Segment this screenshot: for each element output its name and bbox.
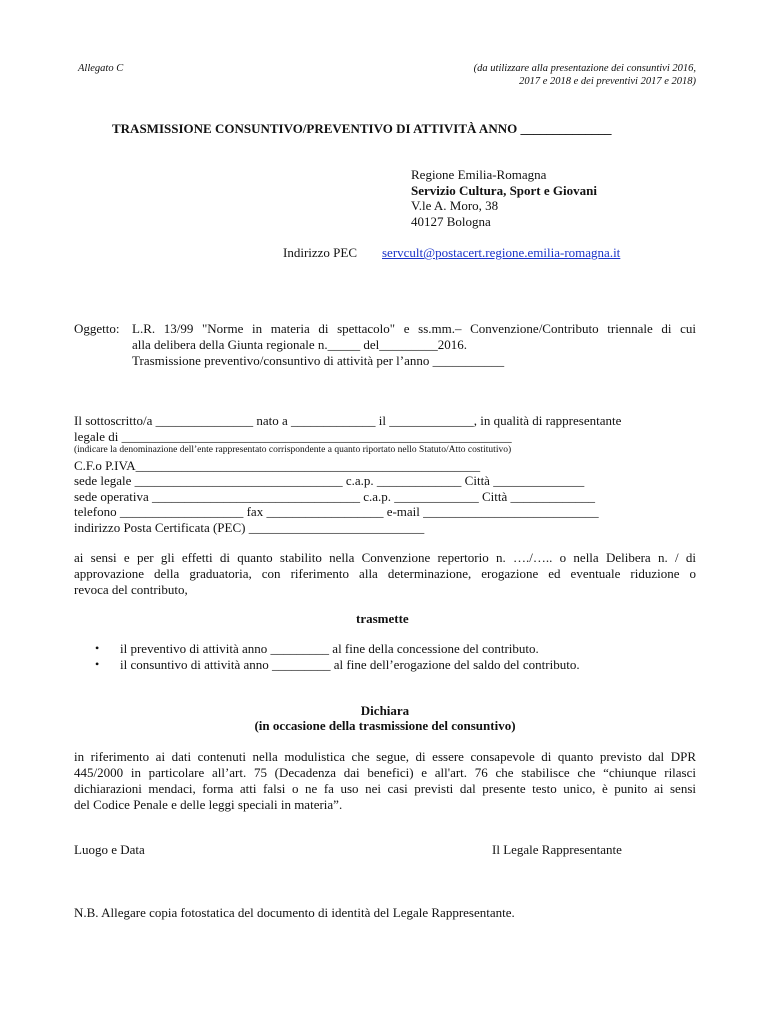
- form-line-sottoscritto: Il sottoscritto/a _______________ nato a _____________ il _____________, in qualità di rappresentante: [74, 413, 622, 428]
- oggetto-label: Oggetto:: [74, 321, 120, 336]
- legale-rappresentante-label: Il Legale Rappresentante: [492, 842, 622, 857]
- document-title: TRASMISSIONE CONSUNTIVO/PREVENTIVO DI ATTIVITÀ ANNO ______________: [112, 121, 612, 136]
- usage-note-line1: (da utilizzare alla presentazione dei consuntivi 2016,: [473, 63, 696, 74]
- dichiara-heading: Dichiara: [360, 703, 410, 718]
- dichiara-line1: in riferimento ai dati contenuti nella modulistica che segue, di essere consapevole di quanto previsto dal DPR: [74, 749, 696, 764]
- form-line-telefono: telefono ___________________ fax __________________ e-mail ___________________________: [74, 504, 599, 519]
- nb-note: N.B. Allegare copia fotostatica del documento di identità del Legale Rappresentante.: [74, 905, 515, 920]
- form-line-sede-operativa: sede operativa ________________________________ c.a.p. _____________ Città _____________: [74, 489, 596, 504]
- recipient-line2: Servizio Cultura, Sport e Giovani: [411, 183, 597, 198]
- recipient-line4: 40127 Bologna: [411, 214, 491, 229]
- dichiara-line4: del Codice Penale e delle leggi speciali in materia”.: [74, 797, 343, 812]
- bullet-preventivo: il preventivo di attività anno _________ al fine della concessione del contributo.: [120, 641, 539, 656]
- luogo-data-label: Luogo e Data: [74, 842, 145, 857]
- form-line-sede-legale: sede legale ________________________________ c.a.p. _____________ Città ______________: [74, 473, 585, 488]
- oggetto-line1: L.R. 13/99 "Norme in materia di spettacolo" e ss.mm.– Convenzione/Contributo triennale di cui: [132, 321, 696, 336]
- bullet-consuntivo: il consuntivo di attività anno _________ al fine dell’erogazione del saldo del contributo.: [120, 657, 580, 672]
- paragraph1-line2: approvazione della graduatoria, con riferimento alla determinazione, erogazione ed eventuale riduzione o: [74, 566, 696, 581]
- paragraph1-line1: ai sensi e per gli effetti di quanto stabilito nella Convenzione repertorio n. …./….. o nella Delibera n. / di: [74, 550, 696, 565]
- recipient-line1: Regione Emilia-Romagna: [411, 167, 547, 182]
- pec-email-link[interactable]: servcult@postacert.regione.emilia-romagna.it: [382, 245, 621, 260]
- oggetto-line2: alla delibera della Giunta regionale n._____ del_________2016.: [132, 337, 468, 352]
- form-hint: (indicare la denominazione dell’ente rappresentato corrispondente a quanto riportato nello Statuto/Atto costitutivo): [74, 445, 512, 455]
- dichiara-subtitle: (in occasione della trasmissione del consuntivo): [254, 718, 516, 733]
- form-line-legale: legale di ____________________________________________________________: [74, 429, 512, 444]
- pec-label: Indirizzo PEC: [283, 245, 358, 260]
- bullet-marker: •: [95, 657, 100, 671]
- dichiara-line2: 445/2000 in particolare all’art. 75 (Decadenza dai benefici) e all'art. 76 che stabilisce che “chiunque rilasci: [74, 765, 696, 780]
- recipient-line3: V.le A. Moro, 38: [411, 198, 499, 213]
- usage-note-line2: 2017 e 2018 e dei preventivi 2017 e 2018): [519, 76, 696, 87]
- oggetto-line3: Trasmissione preventivo/consuntivo di attività per l’anno ___________: [132, 353, 505, 368]
- form-line-pec: indirizzo Posta Certificata (PEC) ___________________________: [74, 520, 425, 535]
- dichiara-line3: dichiarazioni mendaci, forma atti falsi o ne fa uso nei casi previsti dal presente testo unico, è punito ai sensi: [74, 781, 696, 796]
- allegato-label: Allegato C: [78, 63, 124, 74]
- form-line-cf: C.F.o P.IVA_____________________________________________________: [74, 458, 481, 473]
- paragraph1-line3: revoca del contributo,: [74, 582, 188, 597]
- bullet-marker: •: [95, 641, 100, 655]
- trasmette-heading: trasmette: [356, 611, 409, 626]
